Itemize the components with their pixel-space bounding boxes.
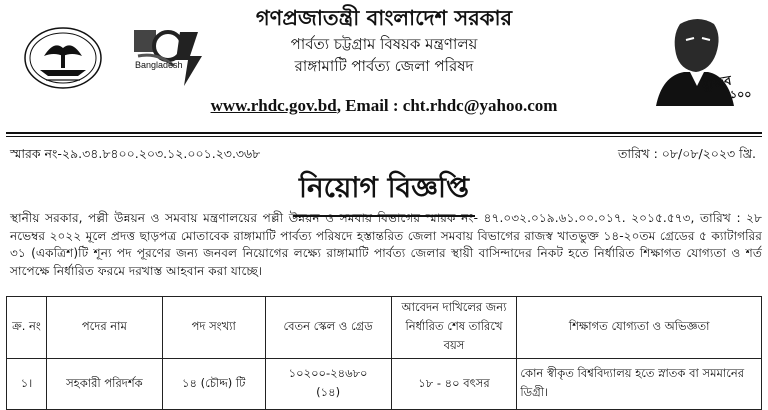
cell-age: ১৮ - ৪০ বৎসর <box>391 359 517 410</box>
cell-post: সহকারী পরিদর্শক <box>46 359 162 410</box>
memo-date: তারিখ : ০৮/০৮/২০২৩ খ্রি. <box>617 146 756 161</box>
col-header-scale: বেতন স্কেল ও গ্রেড <box>265 297 391 359</box>
contact-line <box>0 96 768 116</box>
notice-body: স্থানীয় সরকার, পল্লী উন্নয়ন ও সমবায় মন্ত্রণালয়ের পল্লী উন্নয়ন ও সমবায় বিভাগের স্মারক নং- ৪৭.০৩২.০১৯.৬১.০০.০১৭. ২০১৫.৫৭৩, তারিখ : ২৮ নভেম্বর ২০২২ মূলে প্রদত্ত ছাড়পত্র মোতাবেক রাঙ্গামাটি পার্বত্য পরিষদে হস্তান্তরিত জেলা সমবায় বিভাগের রাজস্ব খাতভুক্ত ১৪-২০তম গ্রেডের ৫ ক্যাটাগরির ৩১ (একত্রিশ)টি শূন্য পদ পূরণের জন্য জনবল নিয়োগের লক্ষ্যে রাঙ্গামাটি পার্বত্য জেলার স্থায়ী বাসিন্দাদের নিকট হতে নির্ধারিত শিক্ষাগত যোগ্যতা ও শর্ত সাপেক্ষে নির্ধারিত ফরমে দরখাস্ত আহবান করা যাচ্ছে। <box>10 211 762 278</box>
col-header-post: পদের নাম <box>46 297 162 359</box>
table-row <box>7 359 762 410</box>
col-header-age: আবেদন দাখিলের জন্য নির্ধারিত শেষ তারিখে বয়স <box>391 297 517 359</box>
notice-title: নিয়োগ বিজ্ঞপ্তি <box>293 166 475 217</box>
memo-number: স্মারক নং-২৯.৩৪.৮৪০০.২০৩.১২.০০১.২৩.৩৬৮ <box>10 146 261 161</box>
header-divider-thin <box>6 136 762 137</box>
table-header-row <box>7 297 762 359</box>
email-text: , Email : cht.rhdc@yahoo.com <box>336 96 558 115</box>
cell-scale-grade: (১৪) <box>316 385 341 399</box>
cell-count: ১৪ (চৌদ্দ) টি <box>162 359 265 410</box>
header-divider <box>6 132 762 134</box>
cell-qualification: কোন স্বীকৃত বিশ্ববিদ্যালয় হতে স্নাতক বা সমমানের ডিগ্রী। <box>517 359 762 410</box>
government-title: গণপ্রজাতন্ত্রী বাংলাদেশ সরকার <box>255 6 513 30</box>
logo-caption: Bangladesh <box>135 60 183 70</box>
cell-scale <box>265 359 391 410</box>
website-link[interactable]: www.rhdc.gov.bd <box>210 96 337 115</box>
col-header-qualification: শিক্ষাগত যোগ্যতা ও অভিজ্ঞতা <box>517 297 762 359</box>
mujib-badge: ১০০ <box>730 88 752 101</box>
council-name: রাঙ্গামাটি পার্বত্য জেলা পরিষদ <box>294 57 474 75</box>
cell-serial: ১। <box>7 359 47 410</box>
mujib-caption: মুজিব <box>700 73 733 94</box>
col-header-serial: ক্র. নং <box>7 297 47 359</box>
vacancy-table <box>6 296 762 410</box>
cell-scale-range: ১০২০০-২৪৬৮০ <box>288 366 368 380</box>
ministry-name: পার্বত্য চট্টগ্রাম বিষয়ক মন্ত্রণালয় <box>290 35 478 53</box>
col-header-count: পদ সংখ্যা <box>162 297 265 359</box>
